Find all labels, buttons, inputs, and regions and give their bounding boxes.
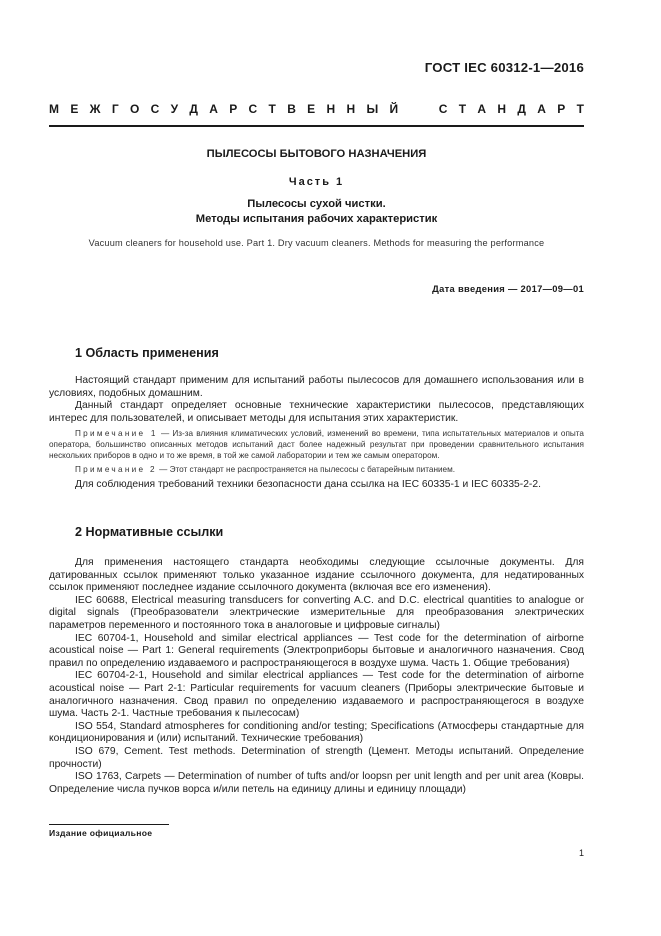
banner-letter: А	[537, 102, 546, 116]
section-2-body	[49, 557, 584, 796]
section-2-heading: 2 Нормативные ссылки	[75, 525, 224, 539]
banner-letter: Р	[229, 102, 238, 116]
banner-letter: Й	[389, 102, 399, 116]
banner-letter: М	[49, 102, 59, 116]
footer-rule	[49, 824, 169, 825]
paragraph: Для соблюдения требований техники безопасности дана ссылка на IEC 60335-1 и IEC 60335-2-2.	[75, 479, 541, 491]
banner-letter: Д	[517, 102, 526, 116]
banner-letter: С	[248, 102, 258, 116]
section-1-body	[49, 375, 584, 492]
note-2	[49, 464, 584, 475]
banner-letter: Н	[326, 102, 336, 116]
note-text: — Из-за влияния климатических условий, изменений во времени, типа испытательных материалов и опыта оператора, большинство описанных методов испытаний даст более надежный результат при проведении сравнительного испытания нескольких приборов в одно и то же время, в той же самой лаборатории и тем же самым оператором.	[49, 429, 584, 461]
banner-letter: С	[438, 102, 448, 116]
reference-item: IEC 60688, Electrical measuring transducers for converting A.C. and D.C. electrical quantities to analogue or digital signals (Преобразователи электрические измерительные для преобразования электрических параметров переменного и постоянного тока в аналоговые и цифровые сигналы)	[49, 594, 584, 631]
banner-letter: С	[150, 102, 160, 116]
banner-letter	[409, 102, 427, 116]
english-title: Vacuum cleaners for household use. Part 1. Dry vacuum cleaners. Methods for measuring the performance	[88, 238, 545, 248]
reference-item: IEC 60704-2-1, Household and similar electrical appliances — Test code for the determination of airborne acoustical noise — Part 2-1: Particular requirements for vacuum cleaners (Приборы электрические бытовые и аналогичного назначения. Свод правил по определению издаваемого и распространяющегося в воздухе шума. Часть 2-1. Частные требования к пылесосам)	[49, 670, 584, 720]
standard-number: ГОСТ IEC 60312-1—2016	[424, 60, 584, 75]
banner-letter: Ы	[366, 102, 379, 116]
note-1	[49, 428, 584, 461]
banner-letter: А	[477, 102, 487, 116]
banner-letter: Е	[70, 102, 79, 116]
subtitle-line-2: Методы испытания рабочих характеристик	[195, 213, 438, 225]
note-label: Примечание 2	[75, 465, 157, 475]
note-text: — Этот стандарт не распространяется на пылесосы с батарейным питанием.	[156, 465, 456, 475]
document-page	[49, 0, 584, 936]
banner-letter: Е	[307, 102, 316, 116]
document-subtitle	[49, 197, 584, 227]
introduction-date: Дата введения — 2017—09—01	[432, 283, 584, 294]
banner-letter: У	[170, 102, 179, 116]
banner-letter: Т	[268, 102, 276, 116]
part-label: Часть 1	[288, 176, 345, 188]
banner-letter: Н	[497, 102, 507, 116]
banner-letter: Т	[576, 102, 584, 116]
note-label: Примечание 1	[75, 429, 158, 439]
banner-letter: Т	[458, 102, 467, 116]
banner-letter: Н	[346, 102, 356, 116]
reference-item: IEC 60704-1, Household and similar electrical appliances — Test code for the determination of airborne acoustical noise — Part 1: General requirements (Электроприборы бытовые и аналогичного назначения. Свод правил по определению издаваемого и распространяющегося в воздухе шума. Часть 1. Общие требования)	[49, 632, 584, 669]
banner-letter: Г	[111, 102, 119, 116]
banner-letter: Д	[189, 102, 198, 116]
banner-letter: Р	[557, 102, 566, 116]
subtitle-line-1: Пылесосы сухой чистки.	[247, 198, 386, 210]
banner-letter: В	[287, 102, 296, 116]
paragraph: Настоящий стандарт применим для испытаний работы пылесосов для домашнего использования или в условиях, подобных домашним.	[49, 375, 584, 399]
document-title: ПЫЛЕСОСЫ БЫТОВОГО НАЗНАЧЕНИЯ	[206, 148, 427, 160]
reference-item: ISO 1763, Carpets — Determination of number of tufts and/or loopsn per unit length and per unit area (Ковры. Определение числа пучков ворса и/или петель на единицу длины и единицу площади)	[49, 771, 584, 795]
interstate-standard-banner	[49, 102, 584, 116]
reference-item: ISO 554, Standard atmospheres for conditioning and/or testing; Specifications (Атмосферы стандартные для кондиционирования и (или) испытаний. Технические требования)	[49, 720, 584, 745]
section-1-heading: 1 Область применения	[75, 346, 219, 360]
banner-letter: А	[209, 102, 218, 116]
reference-item: ISO 679, Cement. Test methods. Determination of strength (Цемент. Методы испытаний. Определение прочности)	[49, 745, 584, 770]
banner-letter: Ж	[89, 102, 101, 116]
paragraph: Для применения настоящего стандарта необходимы следующие ссылочные документы. Для датированных ссылок применяют только указанное издание ссылочного документа, для недатированных ссылок применяют последнее издание ссылочного документа (включая все его изменения).	[49, 557, 584, 594]
paragraph: Данный стандарт определяет основные технические характеристики пылесосов, представляющих интерес для пользователей, и описывает методы для испытания этих характеристик.	[49, 400, 584, 424]
header-rule	[49, 125, 584, 127]
edition-label: Издание официальное	[49, 828, 153, 838]
banner-letter: О	[129, 102, 140, 116]
page-number: 1	[578, 848, 584, 858]
